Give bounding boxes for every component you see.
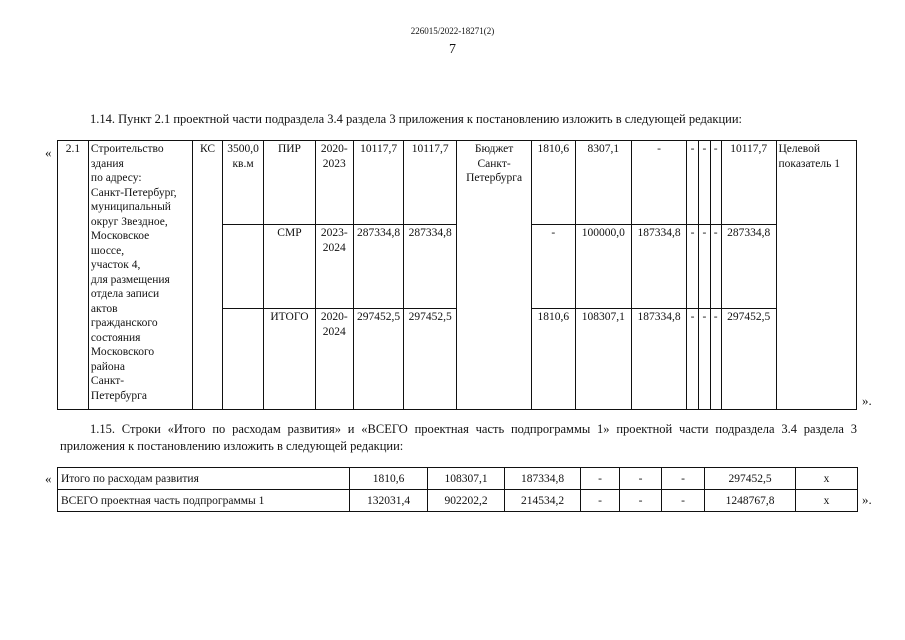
value-cell: - (699, 225, 710, 309)
quote-close-1: ». (862, 393, 872, 408)
value-cell: - (620, 490, 662, 512)
total-cell: 10117,7 (721, 141, 776, 225)
cost-cell: 10117,7 (404, 141, 457, 225)
value-cell: - (581, 490, 620, 512)
value-cell: - (686, 309, 698, 410)
value-cell: - (710, 225, 721, 309)
value-cell: 1810,6 (532, 141, 575, 225)
years-cell: 2020-2023 (315, 141, 353, 225)
value-cell: - (662, 490, 705, 512)
target-indicator: Целевой показатель 1 (776, 141, 857, 410)
quote-open-2: « (45, 471, 52, 486)
total-cell: 297452,5 (705, 468, 796, 490)
value-cell: 8307,1 (575, 141, 632, 225)
value-cell: 108307,1 (428, 468, 505, 490)
value-cell: 1810,6 (350, 468, 428, 490)
value-cell: - (620, 468, 662, 490)
paragraph-1-14: 1.14. Пункт 2.1 проектной части подраздела 3.4 раздела 3 приложения к постановлению изложить в следующей редакции: (90, 112, 742, 126)
value-cell: - (686, 141, 698, 225)
cost-cell: 297452,5 (353, 309, 404, 410)
table-row (58, 468, 858, 490)
value-cell: 100000,0 (575, 225, 632, 309)
years-cell: 2023-2024 (315, 225, 353, 309)
stage-cell: ИТОГО (264, 309, 316, 410)
value-cell: - (686, 225, 698, 309)
total-cell: 1248767,8 (705, 490, 796, 512)
value-cell: 214534,2 (505, 490, 581, 512)
value-cell: - (710, 309, 721, 410)
totals-table (57, 467, 858, 512)
value-cell: - (662, 468, 705, 490)
stage-cell: СМР (264, 225, 316, 309)
quote-close-2: ». (862, 492, 872, 507)
cost-cell: 10117,7 (353, 141, 404, 225)
value-cell: - (699, 309, 710, 410)
value-cell: 187334,8 (632, 309, 687, 410)
cost-cell: 287334,8 (353, 225, 404, 309)
total-cell: 297452,5 (721, 309, 776, 410)
stage-cell: ПИР (264, 141, 316, 225)
value-cell: - (699, 141, 710, 225)
value-cell: - (632, 141, 687, 225)
value-cell: 1810,6 (532, 309, 575, 410)
row-label: Итого по расходам развития (58, 468, 350, 490)
page-number: 7 (449, 42, 456, 57)
capacity: 3500,0 кв.м (222, 141, 263, 225)
value-cell: - (581, 468, 620, 490)
empty-cell (222, 309, 263, 410)
empty-cell (222, 225, 263, 309)
item-number: 2.1 (58, 141, 89, 410)
value-cell: - (532, 225, 575, 309)
construction-type: КС (193, 141, 223, 410)
row-label: ВСЕГО проектная часть подпрограммы 1 (58, 490, 350, 512)
cost-cell: 297452,5 (404, 309, 457, 410)
cost-cell: 287334,8 (404, 225, 457, 309)
table-row (58, 141, 857, 225)
paragraph-1-15: 1.15. Строки «Итого по расходам развития» и «ВСЕГО проектная часть подпрограммы 1» проектной части подраздела 3.4 раздела 3 приложения к постановлению изложить в следующей редакции: (60, 422, 857, 453)
value-cell: 108307,1 (575, 309, 632, 410)
project-table (57, 140, 857, 410)
x-cell: х (796, 490, 858, 512)
total-cell: 287334,8 (721, 225, 776, 309)
table-row (58, 490, 858, 512)
value-cell: 187334,8 (632, 225, 687, 309)
years-cell: 2020-2024 (315, 309, 353, 410)
funding-source: Бюджет Санкт- Петербурга (456, 141, 531, 410)
value-cell: 902202,2 (428, 490, 505, 512)
quote-open-1: « (45, 145, 52, 160)
value-cell: 187334,8 (505, 468, 581, 490)
value-cell: - (710, 141, 721, 225)
document-number: 226015/2022-18271(2) (410, 26, 495, 36)
value-cell: 132031,4 (350, 490, 428, 512)
x-cell: х (796, 468, 858, 490)
object-name: Строительство здания по адресу: Санкт-Петербург, муниципальный округ Звездное, Московское шоссе, участок 4, для размещения отдела записи актов гражданского состояния Московского района Санкт- Петербурга (88, 141, 192, 410)
